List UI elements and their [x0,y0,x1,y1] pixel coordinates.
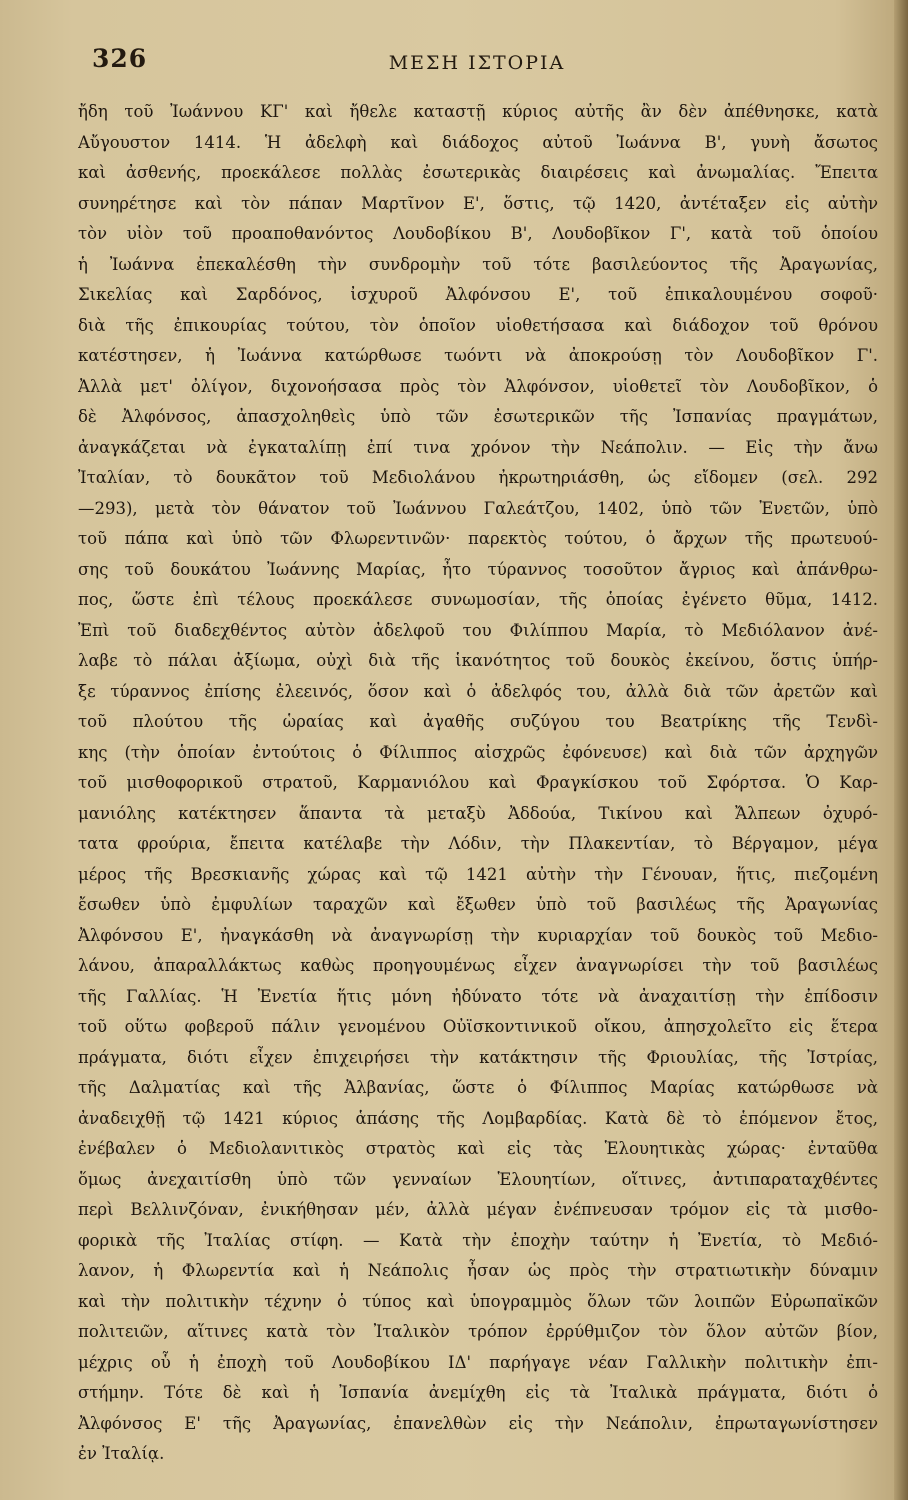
text-line: τὸν υἱὸν τοῦ προαποθανόντος Λουδοβίκου Β', Λουδοβῖκον Γ', κατὰ τοῦ ὁποίου [78,224,878,243]
text-line: περὶ Βελλινζόναν, ἐνικήθησαν μέν, ἀλλὰ μέγαν ἐνέπνευσαν τρόμον εἰς τὰ μισθο- [78,1200,878,1219]
text-line: καὶ ἀσθενής, προεκάλεσε πολλὰς ἐσωτερικὰς διαιρέσεις καὶ ἀνωμαλίας. Ἔπειτα [78,163,878,182]
text-line: φορικὰ τῆς Ἰταλίας στίφη. — Κατὰ τὴν ἐποχὴν ταύτην ἡ Ἐνετία, τὸ Μεδιό- [78,1230,878,1250]
text-line: κατέστησεν, ἡ Ἰωάννα κατώρθωσε τωόντι νὰ ἀποκρούσῃ τὸν Λουδοβῖκον Γ'. [78,346,878,365]
text-line-last: ἐν Ἰταλίᾳ. [78,1444,165,1463]
text-line: Ἐπὶ τοῦ διαδεχθέντος αὐτὸν ἀδελφοῦ του Φιλίππου Μαρία, τὸ Μεδιόλανον ἀνέ- [78,620,878,640]
text-line: πος, ὥστε ἐπὶ τέλους προεκάλεσε συνωμοσίαν, τῆς ὁποίας ἐγένετο θῦμα, 1412. [78,590,878,609]
text-line: ἀναδειχθῇ τῷ 1421 κύριος ἁπάσης τῆς Λομβαρδίας. Κατὰ δὲ τὸ ἑπόμενον ἔτος, [78,1108,878,1128]
text-line: ἀναγκάζεται νὰ ἐγκαταλίπῃ ἐπί τινα χρόνον τὴν Νεάπολιν. — Εἰς τὴν ἄνω [78,437,878,457]
text-line: τοῦ πάπα καὶ ὑπὸ τῶν Φλωρεντινῶν· παρεκτὸς τούτου, ὁ ἄρχων τῆς πρωτευού- [78,529,878,548]
text-line: Ἰταλίαν, τὸ δουκᾶτον τοῦ Μεδιολάνου ἠκρωτηριάσθη, ὡς εἴδομεν (σελ. 292 [78,468,878,487]
text-line: τοῦ πλούτου τῆς ὡραίας καὶ ἀγαθῆς συζύγου του Βεατρίκης τῆς Τενδὶ- [78,712,878,731]
text-line: πολιτειῶν, αἵτινες κατὰ τὸν Ἰταλικὸν τρόπον ἐρρύθμιζον τὸν ὅλον αὐτῶν βίον, [78,1322,878,1341]
text-line: Ἀλφόνσος Ε' τῆς Ἀραγωνίας, ἐπανελθὼν εἰς τὴν Νεάπολιν, ἐπρωταγωνίστησεν [78,1413,878,1433]
text-line: λανον, ἡ Φλωρεντία καὶ ἡ Νεάπολις ἦσαν ὡς πρὸς τὴν στρατιωτικὴν δύναμιν [78,1261,878,1280]
text-line: ξε τύραννος ἐπίσης ἐλεεινός, ὅσον καὶ ὁ ἀδελφός του, ἀλλὰ διὰ τῶν ἀρετῶν καὶ [78,681,878,701]
body-text [78,97,878,1470]
text-line: τῆς Γαλλίας. Ἡ Ἐνετία ἥτις μόνη ἠδύνατο τότε νὰ ἀναχαιτίσῃ τὴν ἐπίδοσιν [78,986,878,1006]
running-title: ΜΕΣΗ ΙΣΤΟΡΙΑ [388,52,566,74]
text-line: συνηρέτησε καὶ τὸν πάπαν Μαρτῖνον Ε', ὅστις, τῷ 1420, ἀντέταξεν εἰς αὐτὴν [78,193,878,213]
text-line: ἤδη τοῦ Ἰωάννου ΚΓ' καὶ ἤθελε καταστῇ κύριος αὐτῆς ἂν δὲν ἀπέθνησκε, κατὰ [78,102,878,121]
text-line: ἔσωθεν ὑπὸ ἐμφυλίων ταραχῶν καὶ ἔξωθεν ὑπὸ τοῦ βασιλέως τῆς Ἀραγωνίας [78,895,878,914]
text-line: τοῦ οὕτω φοβεροῦ πάλιν γενομένου Οὐϊσκοντινικοῦ οἴκου, ἀπησχολεῖτο εἰς ἕτερα [78,1017,878,1036]
text-line: λάνου, ἀπαραλλάκτως καθὼς προηγουμένως εἶχεν ἀναγνωρίσει τὴν τοῦ βασιλέως [78,956,878,975]
page-header [92,40,862,90]
text-line: Ἀλφόνσου Ε', ἠναγκάσθη νὰ ἀναγνωρίσῃ τὴν κυριαρχίαν τοῦ δουκὸς τοῦ Μεδιο- [78,925,878,945]
text-line: ἐνέβαλεν ὁ Μεδιολανιτικὸς στρατὸς καὶ εἰς τὰς Ἑλουητικὰς χώρας· ἐνταῦθα [78,1139,878,1158]
text-line: —293), μετὰ τὸν θάνατον τοῦ Ἰωάννου Γαλεάτζου, 1402, ὑπὸ τῶν Ἐνετῶν, ὑπὸ [78,498,878,518]
text-line: καὶ τὴν πολιτικὴν τέχνην ὁ τύπος καὶ ὑπογραμμὸς ὅλων τῶν λοιπῶν Εὐρωπαϊκῶν [78,1291,878,1311]
text-line: τατα φρούρια, ἔπειτα κατέλαβε τὴν Λόδιν, τὴν Πλακεντίαν, τὸ Βέργαμον, μέγα [78,834,878,853]
text-line: ὅμως ἀνεχαιτίσθη ὑπὸ τῶν γενναίων Ἑλουητίων, οἵτινες, ἀντιπαραταχθέντες [78,1169,878,1189]
text-line: ἡ Ἰωάννα ἐπεκαλέσθη τὴν συνδρομὴν τοῦ τότε βασιλεύοντος τῆς Ἀραγωνίας, [78,254,878,274]
text-line: μέχρις οὗ ἡ ἐποχὴ τοῦ Λουδοβίκου ΙΔ' παρήγαγε νέαν Γαλλικὴν πολιτικὴν ἐπι- [78,1352,878,1372]
text-line: μανιόλης κατέκτησεν ἅπαντα τὰ μεταξὺ Ἀδδούα, Τικίνου καὶ Ἄλπεων ὀχυρό- [78,803,878,823]
text-line: πράγματα, διότι εἶχεν ἐπιχειρήσει τὴν κατάκτησιν τῆς Φριουλίας, τῆς Ἰστρίας, [78,1047,878,1067]
text-line: σης τοῦ δουκάτου Ἰωάννης Μαρίας, ἦτο τύραννος τοσοῦτον ἄγριος καὶ ἀπάνθρω- [78,559,878,579]
text-line: τῆς Δαλματίας καὶ τῆς Ἀλβανίας, ὥστε ὁ Φίλιππος Μαρίας κατώρθωσε νὰ [78,1078,878,1097]
page-edge-shadow [894,0,908,1500]
text-line: λαβε τὸ πάλαι ἀξίωμα, οὐχὶ διὰ τῆς ἱκανότητος τοῦ δουκὸς ἐκείνου, ὅστις ὑπήρ- [78,651,878,670]
text-line: μέρος τῆς Βρεσκιανῆς χώρας καὶ τῷ 1421 αὐτὴν τὴν Γένουαν, ἥτις, πιεζομένη [78,864,878,884]
text-line: Αὔγουστον 1414. Ἡ ἀδελφὴ καὶ διάδοχος αὐτοῦ Ἰωάννα Β', γυνὴ ἄσωτος [78,132,878,152]
text-line: Ἀλλὰ μετ' ὀλίγον, διχονοήσασα πρὸς τὸν Ἀλφόνσον, υἱοθετεῖ τὸν Λουδοβῖκον, ὁ [78,376,878,396]
text-line: τοῦ μισθοφορικοῦ στρατοῦ, Καρμανιόλου καὶ Φραγκίσκου τοῦ Σφόρτσα. Ὁ Καρ- [78,773,878,792]
text-line: στήμην. Τότε δὲ καὶ ἡ Ἰσπανία ἀνεμίχθη εἰς τὰ Ἰταλικὰ πράγματα, διότι ὁ [78,1383,878,1402]
text-line: δὲ Ἀλφόνσος, ἀπασχοληθεὶς ὑπὸ τῶν ἐσωτερικῶν τῆς Ἰσπανίας πραγμάτων, [78,407,878,426]
page-number: 326 [92,44,148,73]
text-line: διὰ τῆς ἐπικουρίας τούτου, τὸν ὁποῖον υἱοθετήσασα καὶ διάδοχον τοῦ θρόνου [78,315,878,335]
text-line: Σικελίας καὶ Σαρδόνος, ἰσχυροῦ Ἀλφόνσου Ε', τοῦ ἐπικαλουμένου σοφοῦ· [78,285,878,304]
text-line: κης (τὴν ὁποίαν ἐντούτοις ὁ Φίλιππος αἰσχρῶς ἐφόνευσε) καὶ διὰ τῶν ἀρχηγῶν [78,742,878,762]
